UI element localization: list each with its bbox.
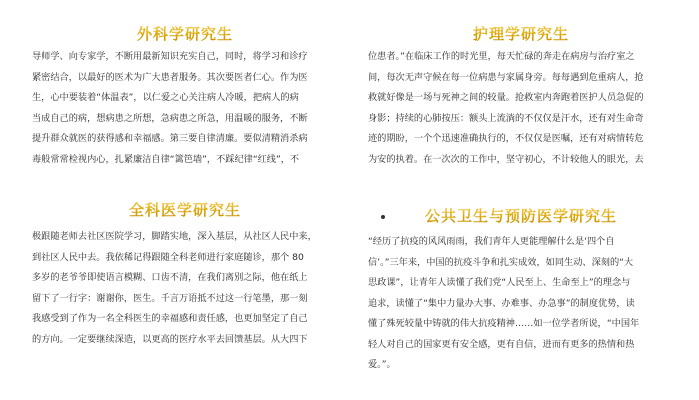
text-line: “经历了抗疫的风风雨雨，我们青年人更能理解什么是‘四个自: [368, 236, 615, 247]
text-line: 思政课”，让青年人读懂了我们党“人民至上、生命至上”的理念与: [368, 277, 631, 288]
text-line: 间，每次无声守候在每一位病患与家属身旁。每每遇到危重病人，抢: [368, 71, 644, 83]
section-title: 全科医学研究生: [32, 200, 338, 220]
text-line: 多岁的老爷爷即使语言模糊、口齿不清，在我们离别之际，他在纸上: [32, 272, 308, 283]
text-line: 导师学、向专家学，不断用最新知识充实自己，同时，将学习和诊疗: [32, 51, 308, 62]
section-general-practice: [32, 200, 338, 350]
section-nursing: [368, 24, 674, 170]
text-line: 轻人对自己的国家更有安全感，更有自信，进而有更多的热情和热: [368, 338, 635, 350]
text-line: 爱。”。: [368, 359, 396, 370]
text-line: 毒般常常检视内心，扎紧廉洁自律“篱笆墙”，不踩纪律“红线”，不: [32, 153, 300, 165]
text-line: 我感受到了作为一名全科医生的幸福感和责任感，也更加坚定了自己: [32, 313, 308, 324]
section-body: [368, 232, 674, 376]
text-line: 极跟随老师去社区医院学习，脚踏实地，深入基层，从社区人民中来，: [32, 231, 317, 242]
section-title: 公共卫生与预防医学研究生: [368, 206, 674, 226]
text-line: 身影；持续的心肺按压：额头上流淌的不仅仅是汗水，还有对生命奇: [368, 112, 644, 124]
text-line: 当成自己的病，想病患之所想，急病患之所急，用温暖的服务，不断: [32, 112, 308, 124]
text-line: 生，心中要装着“体温表”，以仁爱之心关注病人冷暖，把病人的病: [32, 92, 299, 103]
section-title: 护理学研究生: [368, 24, 674, 44]
text-line: 救就好像是一场与死神之间的较量。抢救室内奔跑着医护人员急促的: [368, 92, 644, 103]
section-surgery: [32, 24, 338, 170]
text-line: 迹的期盼，一个个迅速准确执行的，不仅仅是医嘱，还有对病情转危: [368, 133, 644, 144]
bullet-dot: [381, 215, 385, 219]
text-line: 留下了一行字：谢谢你，医生。千言万语抵不过这一行笔墨，那一刻: [32, 292, 308, 304]
text-line: 为安的执着。在一次次的工作中，坚守初心，不计较他人的眼光，去: [368, 153, 644, 165]
text-line: 懂了殊死较量中铸就的伟大抗疫精神……如一位学者所说，“中国年: [368, 318, 640, 329]
text-line: 到社区人民中去。我依稀记得跟随全科老师进行家庭随诊，那个 80: [32, 251, 304, 263]
text-line: 的方向。一定要继续深造，以更高的医疗水平去回馈基层。从大四下: [32, 333, 308, 345]
text-line: 追求，读懂了“集中力量办大事、办难事、办急事”的制度优势，读: [368, 297, 635, 309]
section-body: [32, 227, 338, 350]
text-line: 信’。”三年来，中国的抗疫斗争和扎实成效，如同生动、深刻的“大: [368, 256, 634, 268]
section-title: 外科学研究生: [32, 24, 338, 44]
text-line: 紧密结合，以最好的医术为广大患者服务。其次要医者仁心。作为医: [32, 71, 308, 83]
text-line: 提升群众就医的获得感和幸福感。第三要自律清廉。要似清精消杀病: [32, 133, 308, 144]
section-public-health: [368, 206, 674, 376]
section-body: [32, 47, 338, 170]
section-body: [368, 47, 674, 170]
text-line: 位患者。”在临床工作的时光里，每天忙碌的奔走在病房与治疗室之: [368, 51, 635, 62]
